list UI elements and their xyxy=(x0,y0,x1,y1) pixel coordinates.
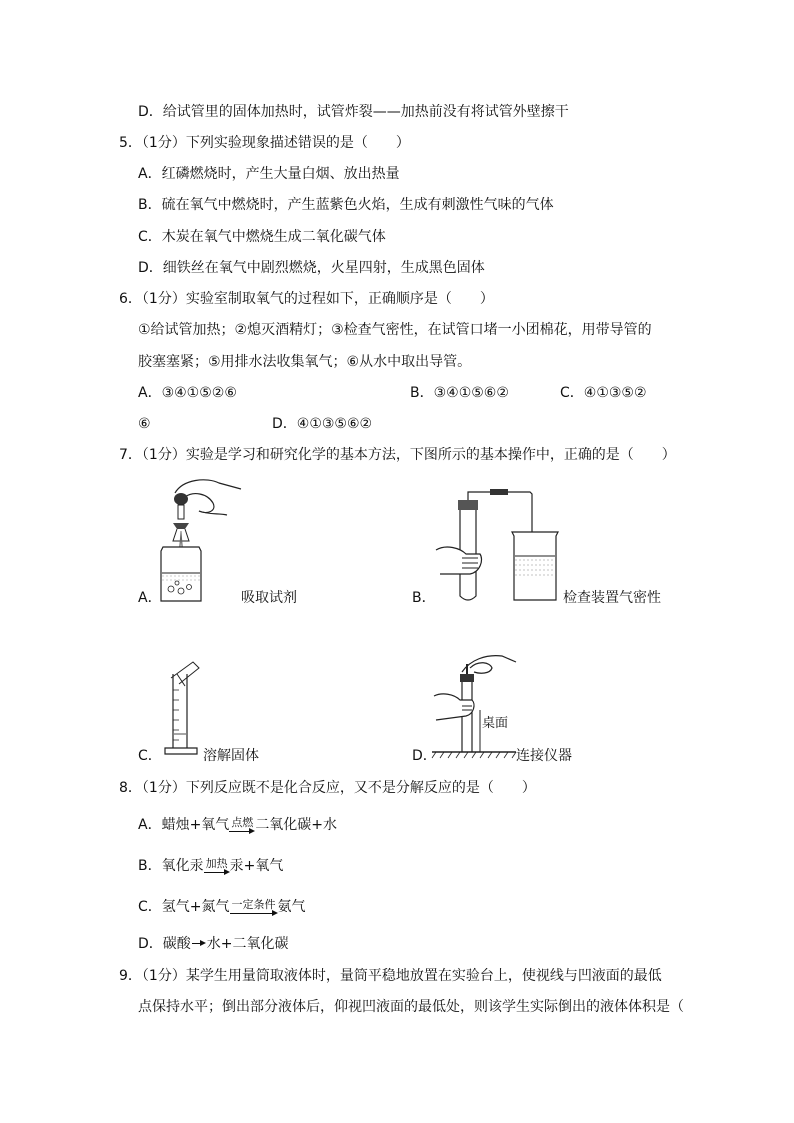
q8-a-reactants: 蜡烛+氧气 xyxy=(161,817,230,833)
q6-stem: 6．（1分）实验室制取氧气的过程如下，正确顺序是（ ） xyxy=(119,291,494,307)
q8-a-condition: 点燃 xyxy=(231,816,254,829)
q6-option-a: A．③④①⑤②⑥ xyxy=(138,385,237,401)
q8-a-products: 二氧化碳+水 xyxy=(255,817,338,833)
q7-option-c-caption: 溶解固体 xyxy=(203,748,259,764)
q7-option-d-caption: 连接仪器 xyxy=(516,748,572,764)
q8-d-reaction-arrow xyxy=(192,941,206,947)
q9-stem-line2: 点保持水平；倒出部分液体后，仰视凹液面的最低处，则该学生实际倒出的液体体积是（ xyxy=(138,999,684,1015)
q8-d-prefix: D． xyxy=(138,936,163,952)
q8-b-prefix: B． xyxy=(138,858,162,874)
q5-option-d: D．细铁丝在氧气中剧烈燃烧，火星四射，生成黑色固体 xyxy=(138,260,485,276)
figure-a-dropper xyxy=(155,475,255,605)
figure-d-table-label: 桌面 xyxy=(482,716,509,731)
q8-b-condition: 加热 xyxy=(205,857,228,870)
figure-b-airtightness xyxy=(432,488,562,606)
q6-option-c-continued: ⑥ xyxy=(138,416,151,432)
q6-option-b: B．③④①⑤⑥② xyxy=(410,385,509,401)
q8-d-reactants: 碳酸 xyxy=(162,936,191,952)
q4-option-d: D．给试管里的固体加热时，试管炸裂——加热前没有将试管外壁擦干 xyxy=(138,104,569,120)
q8-c-prefix: C． xyxy=(138,899,162,915)
q8-stem: 8．（1分）下列反应既不是化合反应，又不是分解反应的是（ ） xyxy=(119,780,536,796)
q7-stem: 7．（1分）实验是学习和研究化学的基本方法，下图所示的基本操作中，正确的是（ ） xyxy=(119,447,676,463)
q8-option-d xyxy=(138,934,289,954)
q8-c-reactants: 氢气+氮气 xyxy=(161,899,230,915)
q7-option-b-letter: B． xyxy=(412,590,436,606)
q8-c-reaction-arrow xyxy=(230,899,278,917)
q7-option-a-letter: A． xyxy=(138,590,162,606)
q5-option-c: C．木炭在氧气中燃烧生成二氧化碳气体 xyxy=(138,229,386,245)
q6-steps-line1: ①给试管加热；②熄灭酒精灯；③检查气密性，在试管口堵一小团棉花，用带导管的 xyxy=(138,322,652,338)
q8-a-prefix: A． xyxy=(138,817,162,833)
q8-d-products: 水+二氧化碳 xyxy=(206,936,289,952)
q8-b-reaction-arrow xyxy=(204,858,230,876)
q8-a-reaction-arrow xyxy=(229,817,255,835)
q8-option-b xyxy=(138,856,283,876)
q6-option-c: C．④①③⑤② xyxy=(560,385,647,401)
q9-stem-line1: 9．（1分）某学生用量筒取液体时，量筒平稳地放置在实验台上，使视线与凹液面的最低 xyxy=(119,968,662,984)
q5-option-a: A．红磷燃烧时，产生大量白烟、放出热量 xyxy=(138,166,400,182)
q7-option-b-caption: 检查装置气密性 xyxy=(563,590,661,606)
q8-option-c xyxy=(138,897,306,917)
q5-stem: 5．（1分）下列实验现象描述错误的是（ ） xyxy=(119,135,410,151)
q6-steps-line2: 胶塞塞紧；⑤用排水法收集氧气；⑥从水中取出导管。 xyxy=(138,354,472,370)
q7-option-d-letter: D． xyxy=(412,748,437,764)
q7-option-c-letter: C． xyxy=(138,748,162,764)
figure-d-connecting xyxy=(432,652,522,760)
q8-c-condition: 一定条件 xyxy=(231,898,276,911)
q6-option-d: D．④①③⑤⑥② xyxy=(272,416,373,432)
q8-b-reactants: 氧化汞 xyxy=(161,858,204,874)
q7-option-a-caption: 吸取试剂 xyxy=(241,590,297,606)
figure-c-cylinder xyxy=(165,660,205,760)
q8-option-a xyxy=(138,815,337,835)
q8-c-products: 氨气 xyxy=(277,899,306,915)
q8-b-products: 汞+氧气 xyxy=(229,858,284,874)
q5-option-b: B．硫在氧气中燃烧时，产生蓝紫色火焰，生成有刺激性气味的气体 xyxy=(138,197,554,213)
